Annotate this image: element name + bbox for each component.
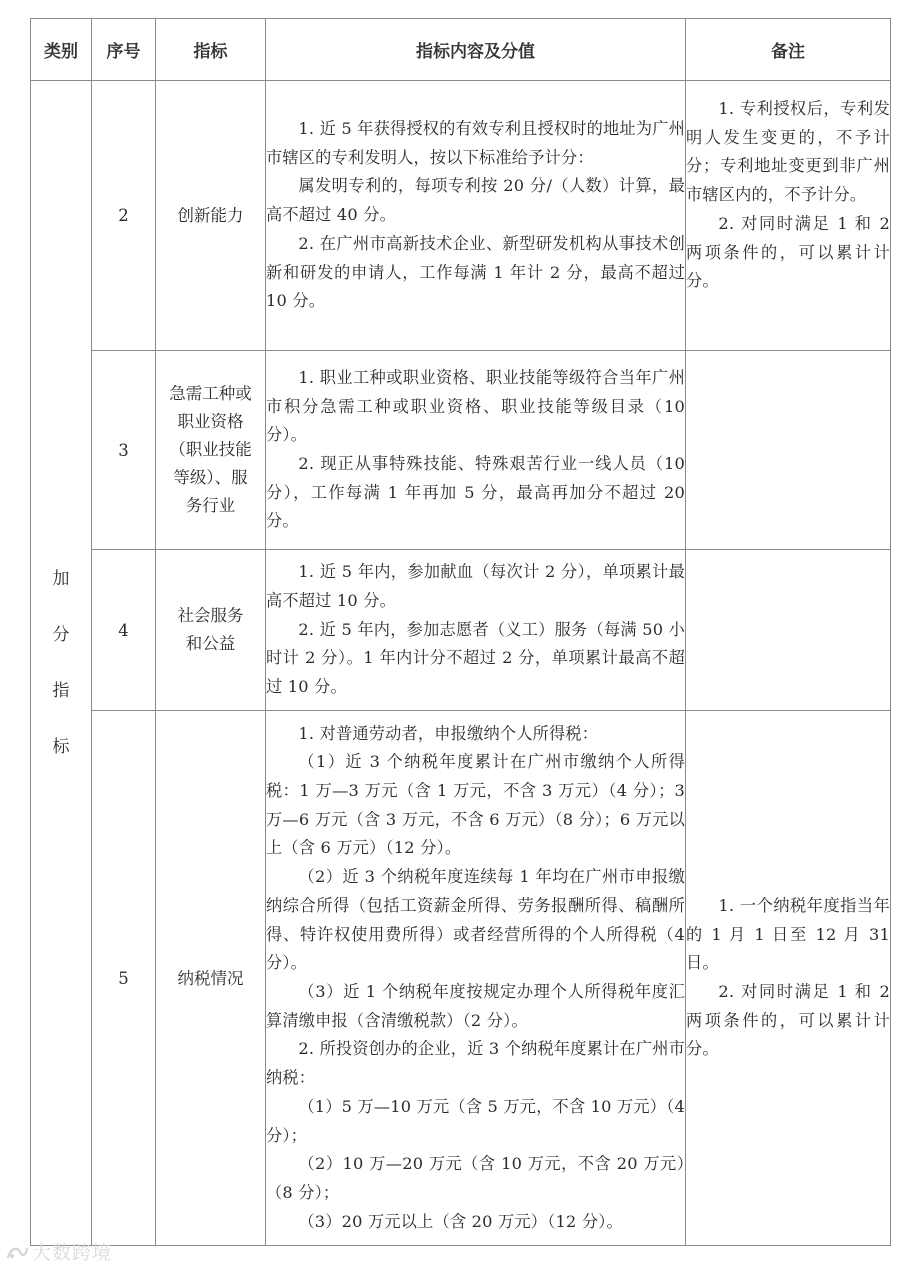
content-cell (266, 550, 686, 711)
content-paragraph: （2）近 3 个纳税年度连续每 1 年均在广州市申报缴纳综合所得（包括工资薪金所得、劳务报酬所得、稿酬所得、特许权使用费所得）或者经营所得的个人所得税（4 分）。 (266, 867, 685, 973)
note-cell (686, 550, 891, 711)
content-paragraph: （1）5 万—10 万元（含 5 万元，不含 10 万元）（4 分）； (266, 1096, 685, 1145)
category-cell (31, 81, 92, 1246)
table-row (31, 81, 891, 351)
table-row (31, 711, 891, 1246)
content-paragraph: 2. 在广州市高新技术企业、新型研发机构从事技术创新和研发的申请人，工作每满 1 年计 2 分，最高不超过 10 分。 (266, 233, 685, 311)
indicator-label: 创新能力 (177, 206, 244, 225)
content-paragraph: 2. 近 5 年内，参加志愿者（义工）服务（每满 50 小时计 2 分）。1 年内计分不超过 2 分，单项累计最高不超过 10 分。 (266, 619, 685, 697)
header-indicator: 指标 (156, 19, 266, 81)
note-cell (686, 351, 891, 550)
category-char: 加 (52, 569, 70, 589)
content-paragraph: 属发明专利的，每项专利按 20 分/（人数）计算，最高不超过 40 分。 (266, 176, 685, 225)
header-content: 指标内容及分值 (266, 19, 686, 81)
note-paragraph: 1. 一个纳税年度指当年的 1 月 1 日至 12 月 31 日。 (686, 895, 890, 973)
header-category: 类别 (31, 19, 92, 81)
table-row (31, 550, 891, 711)
indicator-cell (156, 711, 266, 1246)
category-char: 分 (52, 625, 70, 645)
header-note: 备注 (686, 19, 891, 81)
content-paragraph: （1）近 3 个纳税年度累计在广州市缴纳个人所得税：1 万—3 万元（含 1 万元，不含 3 万元）（4 分）；3 万—6 万元（含 3 万元，不含 6 万元）（8 分）；6 万元以上（含 6 万元）（12 分）。 (266, 752, 685, 858)
indicator-label: 急需工种或职业资格（职业技能等级）、服务行业 (169, 384, 252, 515)
note-cell (686, 81, 891, 351)
content-paragraph: 2. 现正从事特殊技能、特殊艰苦行业一线人员（10 分），工作每满 1 年再加 5 分，最高再加分不超过 20 分。 (266, 454, 685, 531)
content-paragraph: （3）近 1 个纳税年度按规定办理个人所得税年度汇算清缴申报（含清缴税款）（2 分）。 (266, 982, 685, 1030)
category-char: 指 (52, 681, 70, 701)
watermark-logo-icon (6, 1243, 28, 1261)
row-number: 4 (92, 550, 156, 711)
note-cell (686, 711, 891, 1246)
category-char: 标 (52, 737, 70, 757)
content-paragraph: 1. 近 5 年内，参加献血（每次计 2 分），单项累计最高不超过 10 分。 (266, 562, 685, 610)
indicator-label: 纳税情况 (177, 968, 244, 988)
header-row (31, 19, 891, 81)
row-number: 5 (92, 711, 156, 1246)
watermark-text: 大数跨境 (32, 1242, 113, 1264)
content-cell (266, 81, 686, 351)
watermark (6, 1238, 112, 1265)
content-cell (266, 351, 686, 550)
indicator-cell (156, 81, 266, 351)
content-paragraph: 1. 对普通劳动者，申报缴纳个人所得税： (298, 723, 599, 743)
table-row (31, 351, 891, 550)
content-cell (266, 711, 686, 1246)
content-paragraph: （2）10 万—20 万元（含 10 万元，不含 20 万元）（8 分）； (266, 1154, 685, 1202)
indicator-label: 社会服务和公益 (177, 606, 244, 653)
row-number: 2 (92, 81, 156, 351)
indicator-cell (156, 550, 266, 711)
content-paragraph: 2. 所投资创办的企业，近 3 个纳税年度累计在广州市纳税： (266, 1039, 685, 1088)
note-paragraph: 2. 对同时满足 1 和 2 两项条件的，可以累计计分。 (686, 982, 890, 1059)
note-paragraph: 1. 专利授权后，专利发明人发生变更的，不予计分；专利地址变更到非广州市辖区内的，不予计分。 (686, 99, 890, 205)
content-paragraph: （3）20 万元以上（含 20 万元）（12 分）。 (298, 1211, 623, 1231)
content-paragraph: 1. 近 5 年获得授权的有效专利且授权时的地址为广州市辖区的专利发明人，按以下标准给予计分： (266, 119, 685, 167)
content-paragraph: 1. 职业工种或职业资格、职业技能等级符合当年广州市积分急需工种或职业资格、职业技能等级目录（10 分）。 (266, 367, 685, 445)
header-number: 序号 (92, 19, 156, 81)
scoring-table (30, 18, 891, 1246)
note-paragraph: 2. 对同时满足 1 和 2 两项条件的，可以累计计分。 (686, 213, 890, 291)
row-number: 3 (92, 351, 156, 550)
indicator-cell (156, 351, 266, 550)
